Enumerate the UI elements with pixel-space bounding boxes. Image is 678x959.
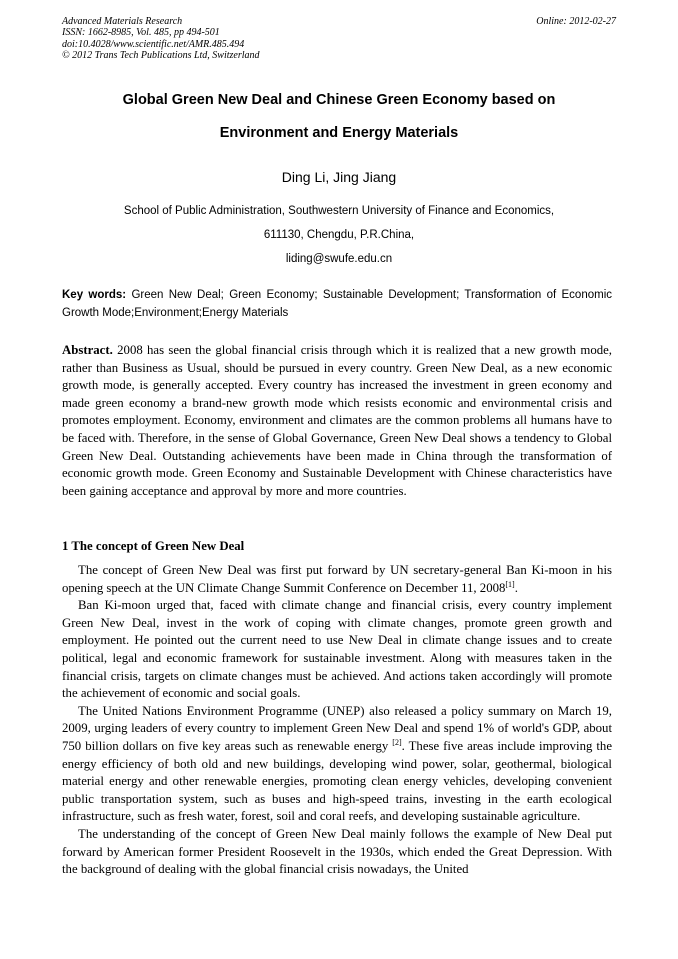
abstract-label: Abstract. bbox=[62, 343, 113, 357]
citation-2: [2] bbox=[392, 737, 402, 747]
doi-line: doi:10.4028/www.scientific.net/AMR.485.494 bbox=[62, 38, 245, 50]
abstract-text: 2008 has seen the global financial crisis through which it is realized that a new growth mode, rather than Business as Usual, should be pursued in every country. Green New Deal, as a new economic growth mode, is generally accepted. Every country has increased the investment in green economy and made green economy a brand-new growth mode which resists economic and environmental crisis and promotes employment. Economy, environment and climates are the common problems all humans have to be faced with. Therefore, in the sense of Global Governance, Green New Deal shows a tendency to Global Green New Deal. Outstanding achievements have been made in China through the transformation of economic growth mode. Green Economy and Sustainable Development with Chinese characteristics have been gaining acceptance and approval by more and more countries. bbox=[62, 343, 613, 498]
paragraph-3-text-a: The United Nations Environment Programme (UNEP) also released a policy summary on March 19, 2009, urging leaders of every country to implement Green New Deal and spend 1% of world's GDP, about 750 billion dollars on five key areas such as renewable energy bbox=[62, 703, 612, 753]
paragraph-3-text-b: . These five areas include improving the energy efficiency of both old and new buildings, developing wind power, solar, geothermal, biological material energy and other renewable energies, promoting clean energy vehicles, developing convenient public transportation system, such as buses and high-speed trains, investing in the earth ecological infrastructure, such as fresh water, forest, soil and coral reefs, and developing sustainable agriculture. bbox=[62, 738, 613, 824]
section-heading: 1 The concept of Green New Deal bbox=[62, 539, 245, 553]
paragraph-1 bbox=[62, 562, 612, 597]
online-date: Online: 2012-02-27 bbox=[536, 16, 616, 27]
paragraph-1-end: . bbox=[514, 580, 518, 595]
section-body bbox=[62, 562, 612, 879]
authors: Ding Li, Jing Jiang bbox=[281, 169, 397, 185]
journal-name: Advanced Materials Research bbox=[62, 16, 183, 27]
journal-header bbox=[62, 16, 616, 62]
issn-line: ISSN: 1662-8985, Vol. 485, pp 494-501 bbox=[62, 27, 220, 39]
abstract bbox=[62, 342, 612, 500]
paragraph-2: Ban Ki-moon urged that, faced with climate change and financial crisis, every country implement Green New Deal, invest in the work of coping with climate changes, promote green growth and employment. He pointed out the current need to use New Deal in climate change issues and to create political, legal and economic framework for sustainable investment. Along with measures taken in the financial crisis, targets on climate changes must be achieved. And actions taken accordingly will promote the achievement of economic and social goals. bbox=[62, 598, 612, 701]
keywords-label: Key words: bbox=[62, 289, 127, 301]
affiliation-line-1: School of Public Administration, Southwestern University of Finance and Economics, bbox=[123, 205, 555, 217]
paragraph-1-text: The concept of Green New Deal was first put forward by UN secretary-general Ban Ki-moon in his opening speech at the UN Climate Change Summit Conference on December 11, 2008 bbox=[62, 563, 612, 595]
keywords-text: Green New Deal; Green Economy; Sustainable Development; Transformation of Economic Growth Mode;Environment;Energy Materials bbox=[62, 289, 612, 319]
paragraph-3 bbox=[62, 703, 612, 826]
paper-title-line-2: Environment and Energy Materials bbox=[219, 125, 459, 141]
copyright-line: © 2012 Trans Tech Publications Ltd, Switzerland bbox=[62, 50, 260, 62]
affiliation-line-2: 611130, Chengdu, P.R.China, bbox=[263, 229, 415, 241]
citation-1: [1] bbox=[505, 579, 515, 589]
paragraph-4: The understanding of the concept of Green New Deal mainly follows the example of New Deal put forward by American former President Roosevelt in the 1930s, which ended the Great Depression. With the background of dealing with the global financial crisis nowadays, the United bbox=[62, 826, 612, 877]
paper-title-line-1: Global Green New Deal and Chinese Green Economy based on bbox=[122, 92, 556, 108]
author-email: liding@swufe.edu.cn bbox=[285, 253, 393, 265]
keywords bbox=[62, 286, 612, 322]
